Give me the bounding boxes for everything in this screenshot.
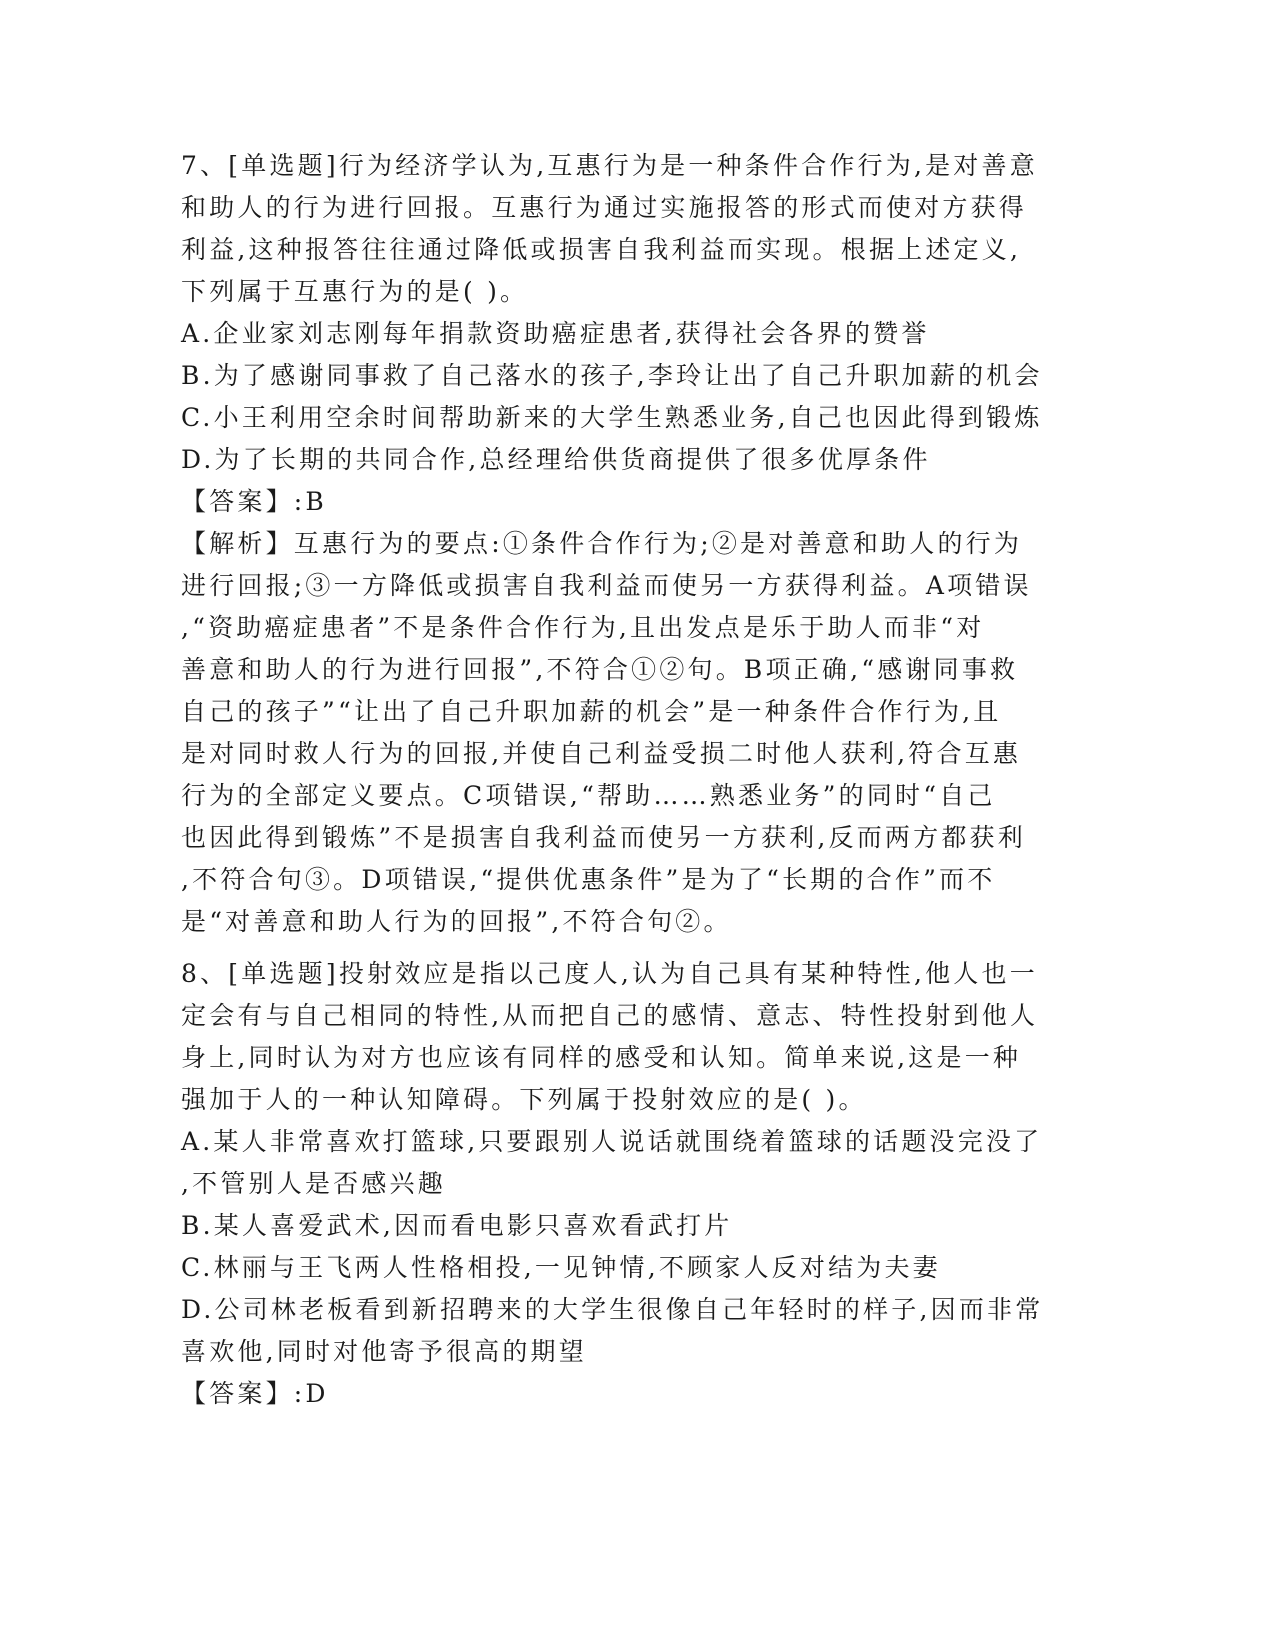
q8-option-a: A.某人非常喜欢打篮球,只要跟别人说话就围绕着篮球的话题没完没了 xyxy=(181,1127,1043,1156)
q7-analysis-line: 也因此得到锻炼”不是损害自我利益而使另一方获利,反而两方都获利 xyxy=(181,823,1026,852)
q8-answer: 【答案】:D xyxy=(181,1379,329,1408)
q8-stem-line: 身上,同时认为对方也应该有同样的感受和认知。简单来说,这是一种 xyxy=(181,1043,1022,1072)
q8-option-c: C.林丽与王飞两人性格相投,一见钟情,不顾家人反对结为夫妻 xyxy=(181,1253,941,1282)
q7-option-c: C.小王利用空余时间帮助新来的大学生熟悉业务,自己也因此得到锻炼 xyxy=(181,403,1043,432)
document-page xyxy=(181,145,1081,1415)
q7-analysis-line: 行为的全部定义要点。C项错误,“帮助……熟悉业务”的同时“自己 xyxy=(181,781,996,810)
q7-analysis-line: 进行回报;③一方降低或损害自我利益而使另一方获得利益。A项错误 xyxy=(181,571,1032,600)
q8-option-d: D.公司林老板看到新招聘来的大学生很像自己年轻时的样子,因而非常 xyxy=(181,1295,1044,1324)
q8-stem-line: 8、[单选题]投射效应是指以己度人,认为自己具有某种特性,他人也一 xyxy=(181,959,1038,988)
q7-answer: 【答案】:B xyxy=(181,487,327,516)
q7-stem-line: 利益,这种报答往往通过降低或损害自我利益而实现。根据上述定义, xyxy=(181,235,1022,264)
q7-analysis-line: 【解析】互惠行为的要点:①条件合作行为;②是对善意和助人的行为 xyxy=(181,529,1023,558)
q7-analysis-line: 是对同时救人行为的回报,并使自己利益受损二时他人获利,符合互惠 xyxy=(181,739,1022,768)
q7-analysis-line: 善意和助人的行为进行回报”,不符合①②句。B项正确,“感谢同事救 xyxy=(181,655,1019,684)
question-8 xyxy=(181,953,1081,1415)
q7-stem-line: 和助人的行为进行回报。互惠行为通过实施报答的形式而使对方获得 xyxy=(181,193,1028,222)
q8-stem-line: 定会有与自己相同的特性,从而把自己的感情、意志、特性投射到他人 xyxy=(181,1001,1039,1030)
question-7 xyxy=(181,145,1081,943)
q7-analysis-line: ,“资助癌症患者”不是条件合作行为,且出发点是乐于助人而非“对 xyxy=(181,613,985,642)
q7-stem-line: 7、[单选题]行为经济学认为,互惠行为是一种条件合作行为,是对善意 xyxy=(181,151,1038,180)
question-spacer xyxy=(181,943,1081,953)
q7-option-d: D.为了长期的共同合作,总经理给供货商提供了很多优厚条件 xyxy=(181,445,931,474)
q7-option-a: A.企业家刘志刚每年捐款资助癌症患者,获得社会各界的赞誉 xyxy=(181,319,930,348)
q8-option-a-cont: ,不管别人是否感兴趣 xyxy=(181,1169,446,1198)
q8-option-b: B.某人喜爱武术,因而看电影只喜欢看武打片 xyxy=(181,1211,733,1240)
q8-option-d-cont: 喜欢他,同时对他寄予很高的期望 xyxy=(181,1337,587,1366)
q8-stem-line: 强加于人的一种认知障碍。下列属于投射效应的是( )。 xyxy=(181,1085,867,1114)
q7-analysis-line: 自己的孩子”“让出了自己升职加薪的机会”是一种条件合作行为,且 xyxy=(181,697,1002,726)
q7-analysis-line: ,不符合句③。D项错误,“提供优惠条件”是为了“长期的合作”而不 xyxy=(181,865,996,894)
q7-stem-line: 下列属于互惠行为的是( )。 xyxy=(181,277,529,306)
q7-analysis-line: 是“对善意和助人行为的回报”,不符合句②。 xyxy=(181,907,732,936)
q7-option-b: B.为了感谢同事救了自己落水的孩子,李玲让出了自己升职加薪的机会 xyxy=(181,361,1043,390)
